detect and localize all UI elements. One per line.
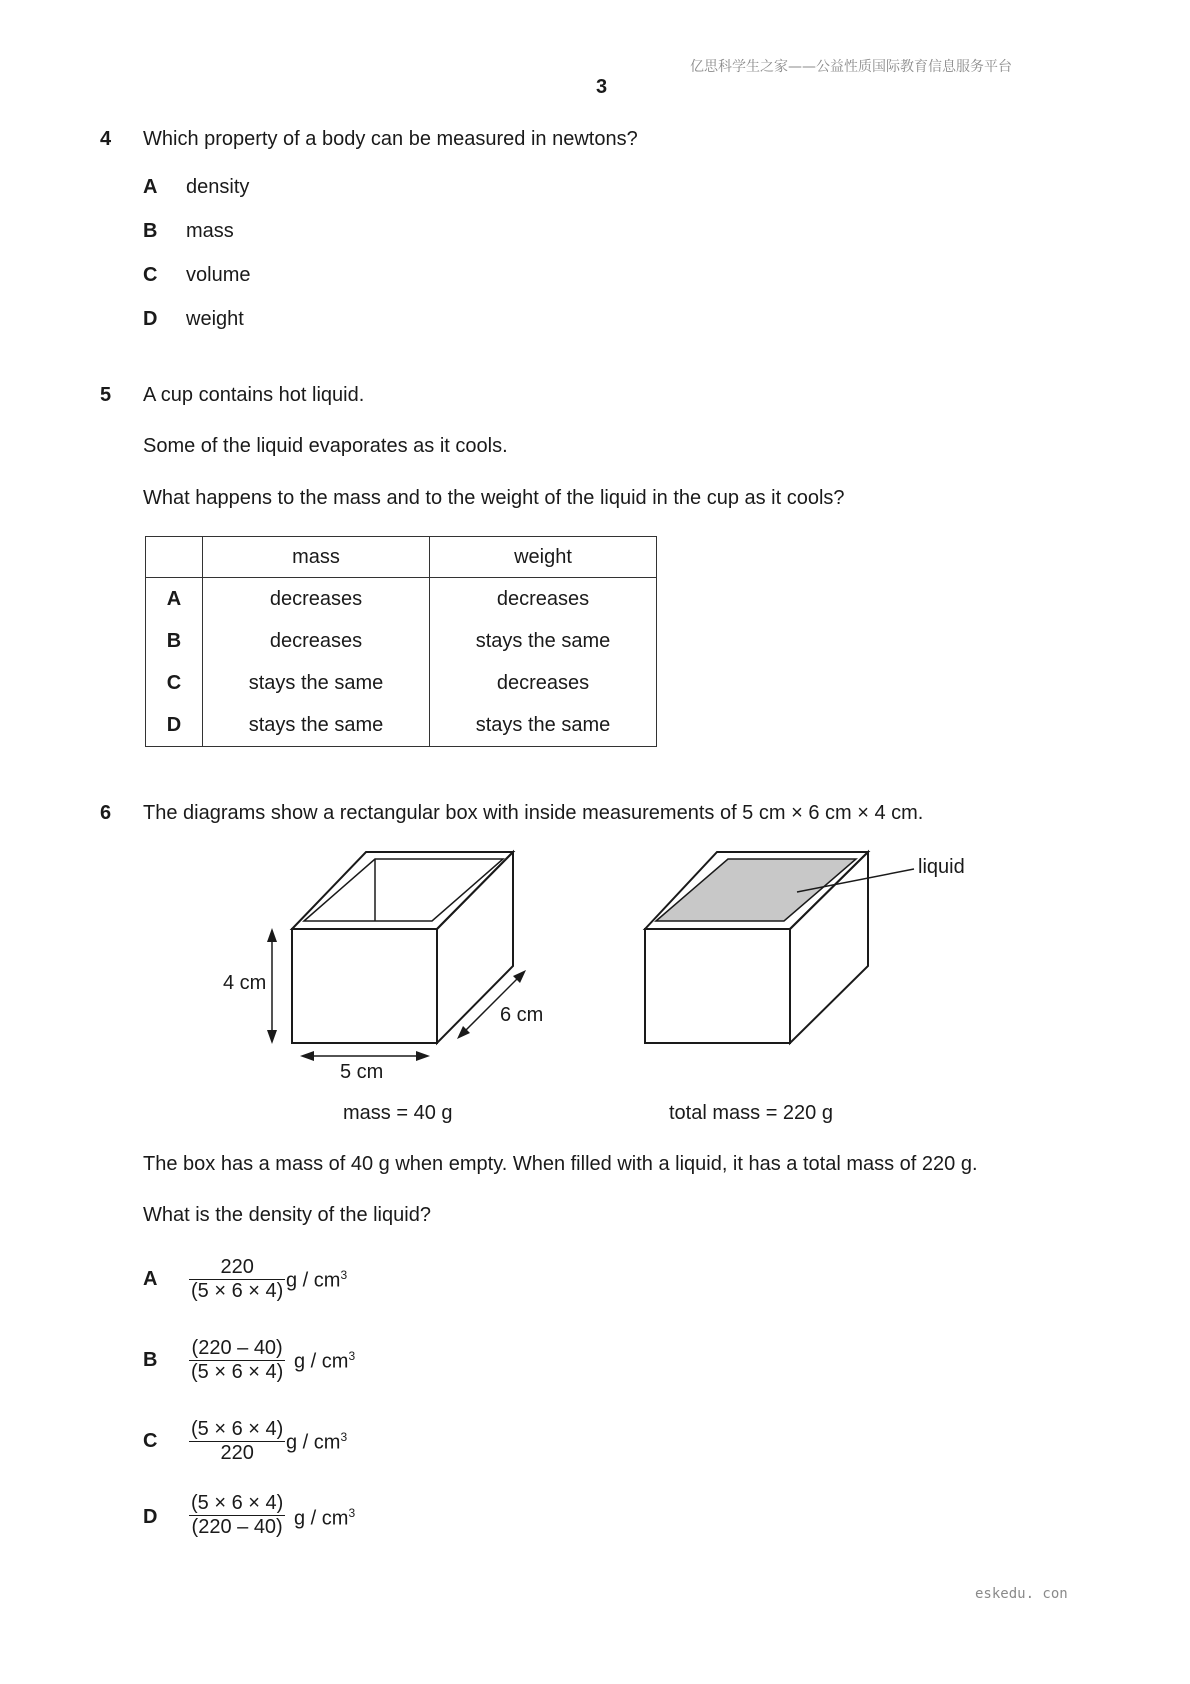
fraction-numerator: (5 × 6 × 4) xyxy=(191,1418,284,1440)
question-line-2: Some of the liquid evaporates as it cools. xyxy=(143,435,508,457)
option-letter-d: D xyxy=(143,308,158,330)
question-paragraph-1: The box has a mass of 40 g when empty. When filled with a liquid, it has a total mass of 220 g. xyxy=(143,1153,978,1175)
fraction-numerator: 220 xyxy=(220,1256,254,1278)
weight-cell: decreases xyxy=(430,578,657,621)
arrowhead-icon xyxy=(267,1030,277,1044)
unit-exponent: 3 xyxy=(340,1268,348,1282)
header-watermark: 亿思科学生之家——公益性质国际教育信息服务平台 xyxy=(690,59,1012,75)
option-fraction-a xyxy=(189,1256,285,1303)
option-fraction-b xyxy=(189,1337,285,1384)
mass-cell: decreases xyxy=(203,620,430,662)
column-header-weight: weight xyxy=(430,537,657,578)
page-number: 3 xyxy=(596,76,608,98)
option-text-a: density xyxy=(186,176,250,198)
density-unit xyxy=(286,1430,347,1455)
density-unit xyxy=(294,1506,355,1531)
fraction-denominator: 220 xyxy=(189,1441,285,1465)
row-letter: C xyxy=(146,662,203,704)
fraction-denominator: (5 × 6 × 4) xyxy=(191,1361,284,1383)
option-letter-b: B xyxy=(143,220,158,242)
fraction-denominator: (5 × 6 × 4) xyxy=(191,1280,284,1302)
row-letter: D xyxy=(146,704,203,747)
question-number: 4 xyxy=(100,128,112,150)
arrowhead-icon xyxy=(416,1051,430,1061)
option-fraction-c xyxy=(189,1418,285,1465)
option-letter-c: C xyxy=(143,264,158,286)
option-text-d: weight xyxy=(186,308,244,330)
arrowhead-icon xyxy=(267,928,277,942)
question-line-3: What happens to the mass and to the weight of the liquid in the cup as it cools? xyxy=(143,487,845,509)
mass-cell: decreases xyxy=(203,578,430,621)
width-label: 5 cm xyxy=(340,1061,384,1083)
question-line-1: A cup contains hot liquid. xyxy=(143,384,365,406)
option-letter-b: B xyxy=(143,1349,158,1371)
unit-exponent: 3 xyxy=(348,1506,356,1520)
fraction-numerator: (220 – 40) xyxy=(191,1337,283,1359)
option-fraction-d xyxy=(189,1492,285,1539)
liquid-surface xyxy=(656,859,856,921)
question-intro: The diagrams show a rectangular box with inside measurements of 5 cm × 6 cm × 4 cm. xyxy=(143,802,924,824)
box-top-rim xyxy=(292,852,513,929)
empty-box-diagram xyxy=(272,852,523,1056)
unit-text: g / cm xyxy=(294,1350,349,1373)
row-letter: A xyxy=(146,578,203,621)
column-header-mass: mass xyxy=(203,537,430,578)
weight-cell: decreases xyxy=(430,662,657,704)
dimension-arrowheads xyxy=(267,928,526,1061)
option-letter-a: A xyxy=(143,1268,158,1290)
arrowhead-icon xyxy=(300,1051,314,1061)
weight-cell: stays the same xyxy=(430,620,657,662)
unit-exponent: 3 xyxy=(348,1349,356,1363)
question-text: Which property of a body can be measured in newtons? xyxy=(143,128,638,150)
option-text-c: volume xyxy=(186,264,251,286)
box-inner-rim xyxy=(304,859,503,921)
footer-site: eskedu. con xyxy=(975,1586,1068,1602)
fraction-denominator: (220 – 40) xyxy=(189,1515,285,1539)
depth-label: 6 cm xyxy=(500,1004,544,1026)
mass-cell: stays the same xyxy=(203,662,430,704)
liquid-label: liquid xyxy=(918,856,965,878)
option-letter-c: C xyxy=(143,1430,158,1452)
empty-mass-caption: mass = 40 g xyxy=(343,1102,453,1124)
box-front-face xyxy=(292,929,437,1043)
weight-cell: stays the same xyxy=(430,704,657,747)
option-letter-d: D xyxy=(143,1506,158,1528)
mass-cell: stays the same xyxy=(203,704,430,747)
unit-text: g / cm xyxy=(286,1269,341,1292)
unit-text: g / cm xyxy=(286,1431,341,1454)
density-unit xyxy=(294,1349,355,1374)
fraction-numerator: (5 × 6 × 4) xyxy=(191,1492,284,1514)
density-unit xyxy=(286,1268,347,1293)
question-paragraph-2: What is the density of the liquid? xyxy=(143,1204,431,1226)
row-letter: B xyxy=(146,620,203,662)
option-letter-a: A xyxy=(143,176,158,198)
option-text-b: mass xyxy=(186,220,234,242)
box-front-face xyxy=(645,929,790,1043)
question-number: 5 xyxy=(100,384,112,406)
total-mass-caption: total mass = 220 g xyxy=(669,1102,833,1124)
filled-box-diagram xyxy=(645,852,914,1043)
unit-text: g / cm xyxy=(294,1507,349,1530)
question-number: 6 xyxy=(100,802,112,824)
unit-exponent: 3 xyxy=(340,1430,348,1444)
height-label: 4 cm xyxy=(223,972,267,994)
